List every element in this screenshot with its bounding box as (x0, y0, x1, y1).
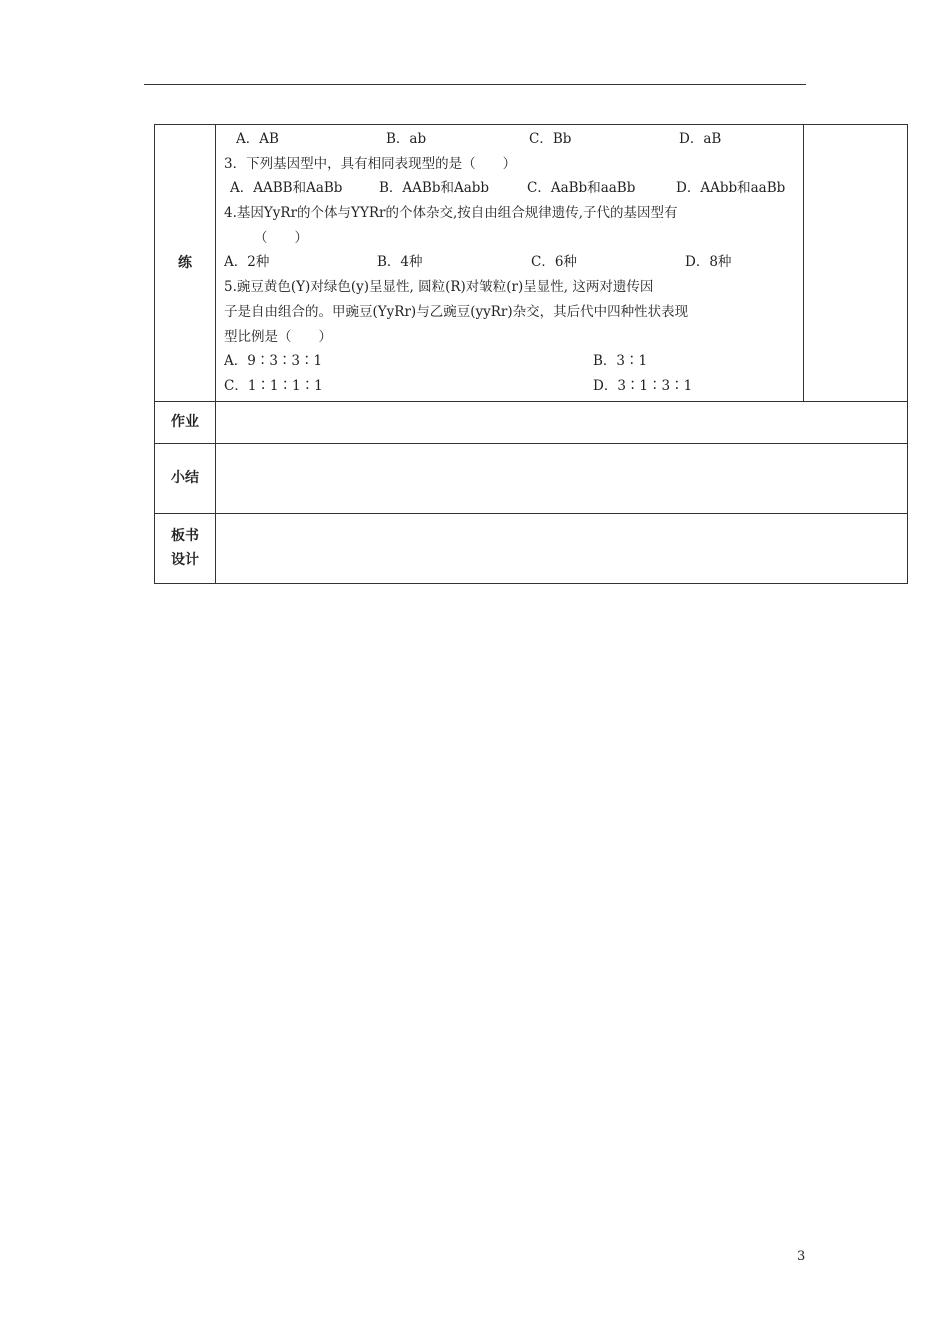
board-row (155, 513, 908, 583)
q5-option-b: B．3∶1 (593, 353, 648, 370)
summary-label: 小结 (155, 443, 216, 513)
board-label-line1: 板书 (171, 528, 199, 545)
q4-option-d: D．8种 (685, 254, 732, 271)
q5-options-row1 (224, 349, 797, 374)
board-label-line2: 设计 (171, 552, 199, 569)
lesson-table (154, 124, 908, 584)
homework-content (216, 401, 908, 443)
homework-row (155, 401, 908, 443)
q5-options-row2 (224, 374, 797, 399)
q5-option-a: A．9∶3∶3∶1 (224, 353, 323, 370)
q5-stem-line2: 子是自由组合的。甲豌豆(YyRr)与乙豌豆(yyRr)杂交，其后代中四种性状表现 (224, 303, 689, 320)
homework-label: 作业 (155, 401, 216, 443)
q2-option-c: C．Bb (529, 131, 572, 147)
board-content (216, 513, 908, 583)
q4-option-b: B．4种 (377, 254, 423, 271)
exercise-row (155, 125, 908, 402)
q5-stem-line1: 5.豌豆黄色(Y)对绿色(y)呈显性, 圆粒(R)对皱粒(r)呈显性, 这两对遗传因 (224, 279, 654, 296)
q5-option-c: C．1∶1∶1∶1 (224, 377, 323, 394)
summary-row (155, 443, 908, 513)
q3-options (224, 176, 797, 201)
summary-content (216, 443, 908, 513)
q3-option-a: A．AABB和AaBb (230, 180, 343, 197)
q4-stem-line1: 4.基因YyRr的个体与YYRr的个体杂交,按自由组合规律遗传,子代的基因型有 (224, 205, 678, 222)
q2-option-a: A．AB (236, 131, 279, 147)
exercise-label: 练 (155, 125, 216, 402)
board-label (155, 513, 216, 583)
q2-option-b: B．ab (386, 131, 427, 147)
q2-options (224, 127, 797, 152)
q3-option-b: B．AABb和Aabb (379, 180, 490, 197)
exercise-notes-cell (804, 125, 908, 402)
q3-option-c: C．AaBb和aaBb (527, 180, 636, 197)
q2-option-d: D．aB (679, 131, 722, 147)
q4-option-a: A．2种 (224, 254, 270, 271)
q5-option-d: D．3∶1∶3∶1 (593, 377, 693, 394)
q4-options (224, 250, 797, 275)
header-rule (144, 84, 806, 85)
page-number: 3 (797, 1249, 806, 1264)
q3-stem: 3．下列基因型中，具有相同表现型的是（ ） (224, 155, 517, 172)
q3-option-d: D．AAbb和aaBb (676, 180, 786, 197)
q4-option-c: C．6种 (531, 254, 577, 271)
q4-stem-line2: （ ） (254, 229, 308, 246)
exercise-content (216, 125, 804, 402)
q5-stem-line3: 型比例是（ ） (224, 328, 332, 345)
